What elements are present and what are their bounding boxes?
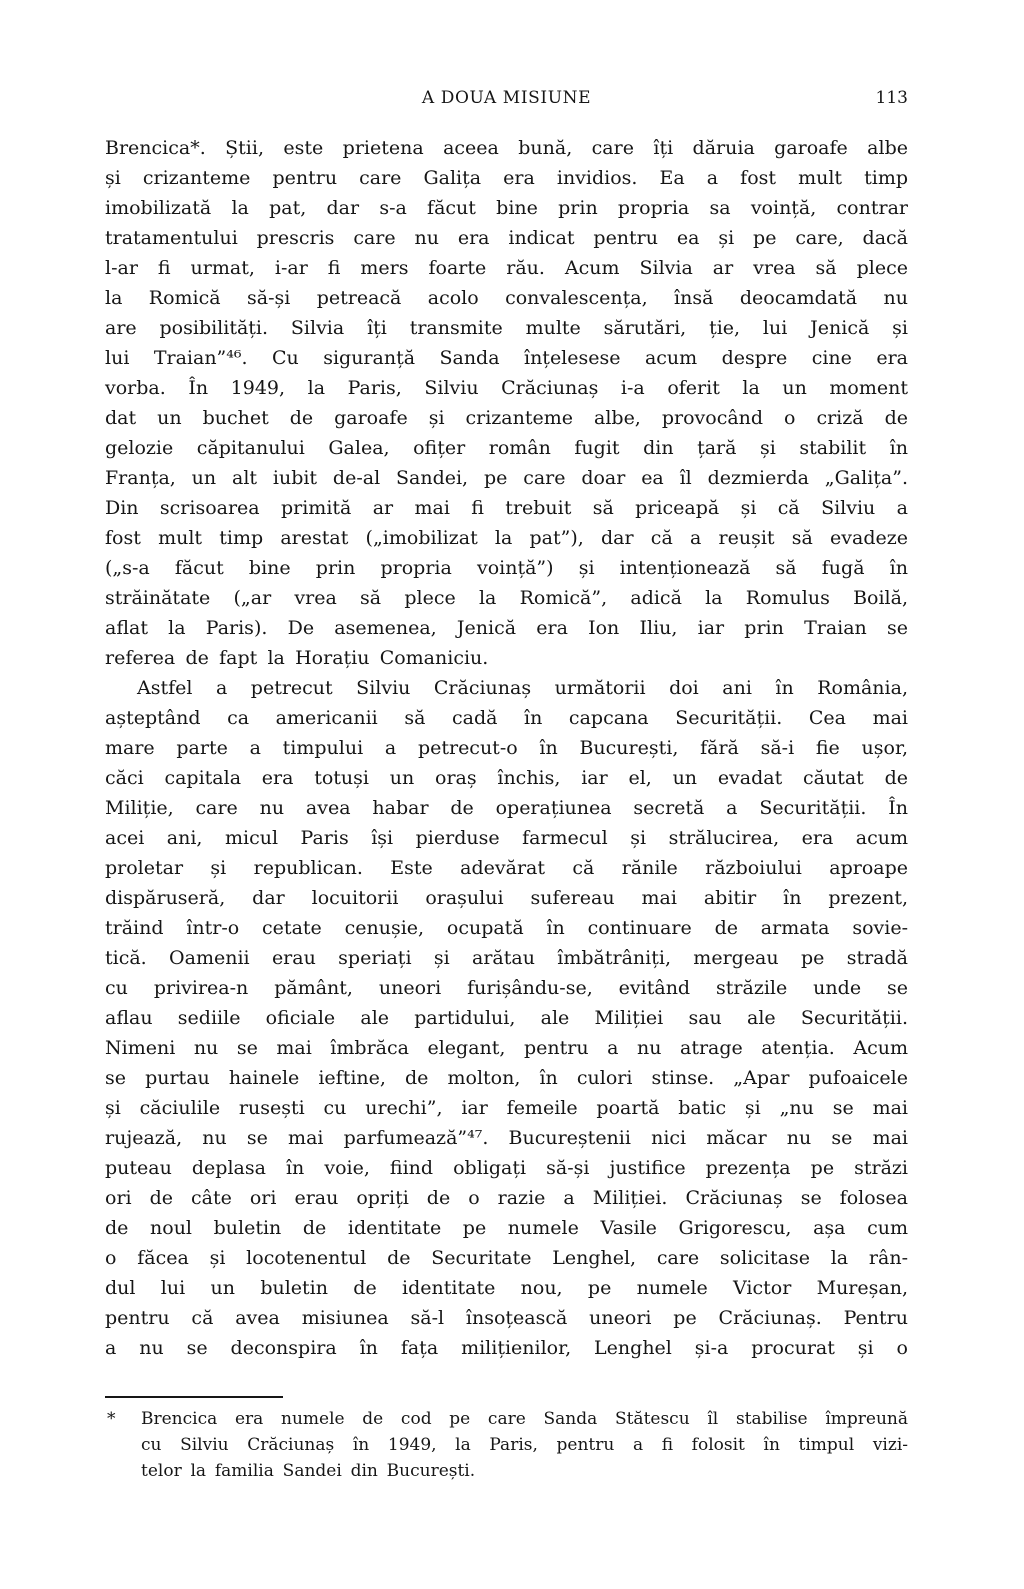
footnote-section [105,1396,908,1484]
text-line: a nu se deconspira în fața milițienilor, Lenghel și-a procurat și o [105,1337,908,1359]
text-line: trăind într-o cetate cenușie, ocupată în continuare de armata sovie- [105,917,908,939]
text-line: așteptând ca americanii să cadă în capcana Securității. Cea mai [105,707,908,729]
text-line: ori de câte ori erau opriți de o razie a Miliției. Crăciunaș se folosea [105,1187,908,1209]
text-line: o făcea și locotenentul de Securitate Lenghel, care solicitase la rân- [105,1247,908,1269]
footnote-line: telor la familia Sandei din București. [141,1461,476,1481]
text-line: Din scrisoarea primită ar mai fi trebuit să priceapă și că Silviu a [105,497,908,519]
text-line: cu privirea-n pământ, uneori furișându-se, evitând străzile unde se [105,977,908,999]
running-header [105,86,908,110]
text-line: dul lui un buletin de identitate nou, pe numele Victor Mureșan, [105,1277,908,1299]
text-line: dat un buchet de garoafe și crizanteme albe, provocând o criză de [105,407,908,429]
text-line: se purtau hainele ieftine, de molton, în culori stinse. „Apar pufoaicele [105,1067,908,1089]
page-number: 113 [875,88,908,108]
text-line: la Romică să-și petreacă acolo convalescența, însă deocamdată nu [105,287,908,309]
footnote-line: cu Silviu Crăciunaș în 1949, la Paris, pentru a fi folosit în timpul vizi- [141,1435,908,1455]
text-line: („s-a făcut bine prin propria voință”) și intenționează să fugă în [105,557,908,579]
text-line: pentru că avea misiunea să-l însoțească uneori pe Crăciunaș. Pentru [105,1307,908,1329]
footnote [105,1406,908,1484]
text-line: puteau deplasa în voie, fiind obligați să-și justifice prezența pe străzi [105,1157,908,1179]
text-line: străinătate („ar vrea să plece la Romică”, adică la Romulus Boilă, [105,587,908,609]
text-line: referea de fapt la Horațiu Comaniciu. [105,647,489,669]
text-line: gelozie căpitanului Galea, ofițer român fugit din țară și stabilit în [105,437,908,459]
text-line: tratamentului prescris care nu era indicat pentru ea și pe care, dacă [105,227,908,249]
body-text [105,133,908,1363]
footnote-separator-rule [105,1396,283,1398]
text-line: rujează, nu se mai parfumează”⁴⁷. Bucureștenii nici măcar nu se mai [105,1127,908,1149]
text-line: de noul buletin de identitate pe numele Vasile Grigorescu, așa cum [105,1217,908,1239]
footnote-line: Brencica era numele de cod pe care Sanda Stătescu îl stabilise împreună [141,1409,908,1429]
text-line: Nimeni nu se mai îmbrăca elegant, pentru a nu atrage atenția. Acum [105,1037,908,1059]
text-line: și crizanteme pentru care Galița era invidios. Ea a fost mult timp [105,167,908,189]
footnote-lines [141,1406,908,1484]
text-line: tică. Oamenii erau speriați și arătau îmbătrâniți, mergeau pe stradă [105,947,908,969]
text-line: dispăruseră, dar locuitorii orașului sufereau mai abitir în prezent, [105,887,908,909]
chapter-title: A DOUA MISIUNE [421,88,592,108]
text-line: aflau sediile oficiale ale partidului, ale Miliției sau ale Securității. [105,1007,908,1029]
text-line: proletar și republican. Este adevărat că rănile războiului aproape [105,857,908,879]
text-line: imobilizată la pat, dar s-a făcut bine prin propria sa voință, contrar [105,197,908,219]
text-line: Miliție, care nu avea habar de operațiunea secretă a Securității. În [105,797,908,819]
text-line: aflat la Paris). De asemenea, Jenică era Ion Iliu, iar prin Traian se [105,617,908,639]
text-line: și căciulile rusești cu urechi”, iar femeile poartă batic și „nu se mai [105,1097,908,1119]
footnote-marker: * [107,1409,116,1429]
text-line: are posibilități. Silvia îți transmite multe sărutări, ție, lui Jenică și [105,317,908,339]
text-line: Brencica*. Știi, este prietena aceea bună, care îți dăruia garoafe albe [105,137,908,159]
text-line: l-ar fi urmat, i-ar fi mers foarte rău. Acum Silvia ar vrea să plece [105,257,908,279]
text-line: fost mult timp arestat („imobilizat la pat”), dar că a reușit să evadeze [105,527,908,549]
text-line: mare parte a timpului a petrecut-o în București, fără să-i fie ușor, [105,737,908,759]
text-line: vorba. În 1949, la Paris, Silviu Crăciunaș i-a oferit la un moment [105,377,908,399]
text-line: lui Traian”⁴⁶. Cu siguranță Sanda înțelesese acum despre cine era [105,347,908,369]
text-line: Franța, un alt iubit de-al Sandei, pe care doar ea îl dezmierda „Galița”. [105,467,908,489]
text-line: Astfel a petrecut Silviu Crăciunaș următorii doi ani în România, [137,677,908,699]
text-line: căci capitala era totuși un oraș închis, iar el, un evadat căutat de [105,767,908,789]
text-line: acei ani, micul Paris își pierduse farmecul și strălucirea, era acum [105,827,908,849]
